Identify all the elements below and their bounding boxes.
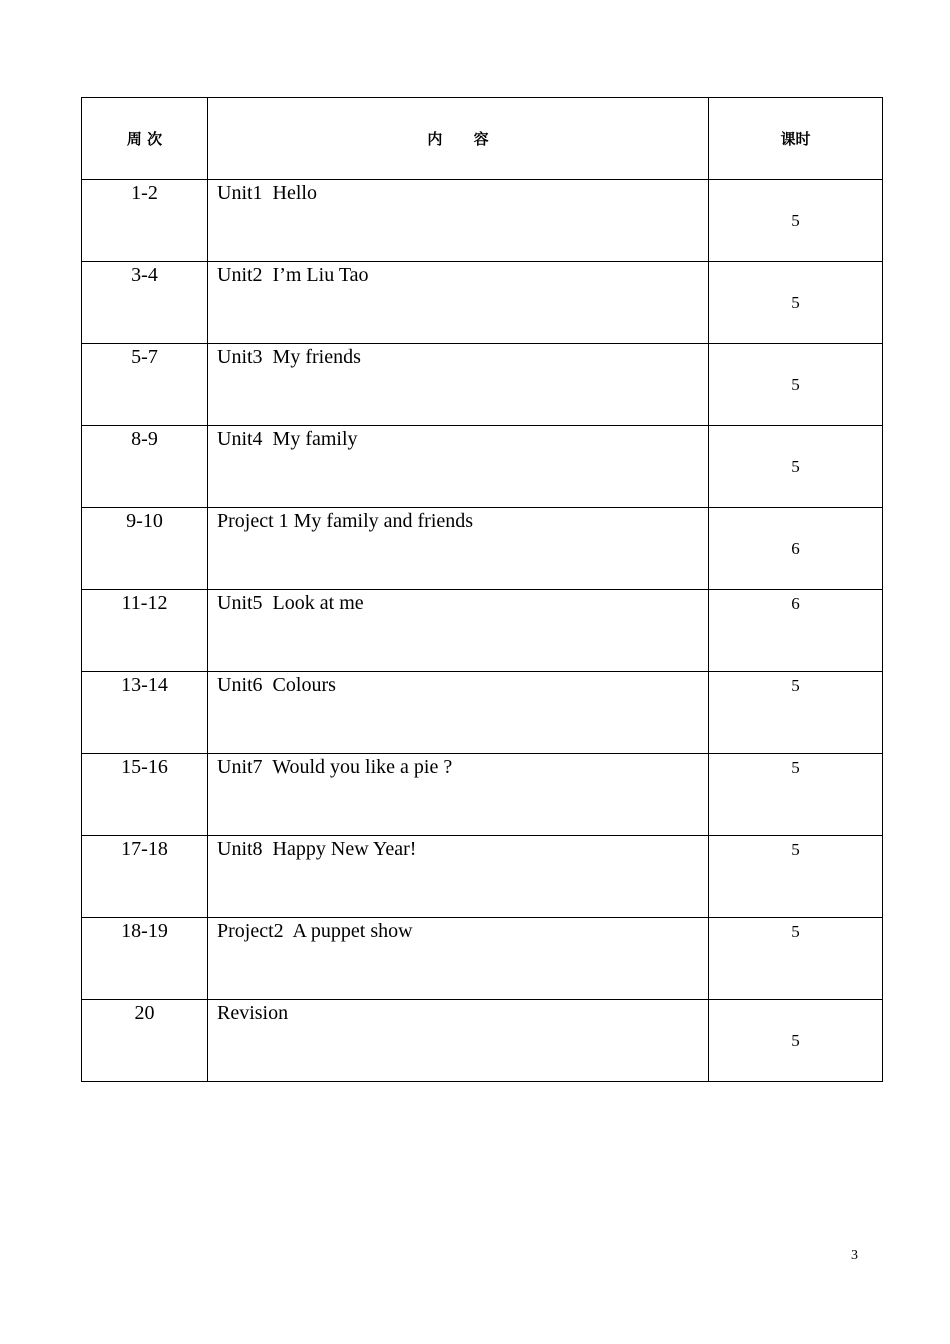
table-row <box>82 180 883 262</box>
hours-cell: 6 <box>709 508 883 590</box>
table-row <box>82 836 883 918</box>
content-cell: Unit1 Hello <box>208 180 709 262</box>
table-row <box>82 590 883 672</box>
week-cell: 11-12 <box>82 590 208 672</box>
header-hours: 课时 <box>709 98 883 180</box>
content-cell: Unit2 I’m Liu Tao <box>208 262 709 344</box>
hours-cell: 5 <box>709 836 883 918</box>
week-cell: 5-7 <box>82 344 208 426</box>
content-cell: Project 1 My family and friends <box>208 508 709 590</box>
table-row <box>82 508 883 590</box>
table-row <box>82 918 883 1000</box>
content-cell: Unit4 My family <box>208 426 709 508</box>
content-cell: Unit6 Colours <box>208 672 709 754</box>
week-cell: 1-2 <box>82 180 208 262</box>
table-row <box>82 426 883 508</box>
week-cell: 8-9 <box>82 426 208 508</box>
header-content: 内 容 <box>208 98 709 180</box>
schedule-body <box>82 180 883 1082</box>
hours-cell: 5 <box>709 754 883 836</box>
table-row <box>82 344 883 426</box>
week-cell: 13-14 <box>82 672 208 754</box>
header-row <box>82 98 883 180</box>
hours-cell: 5 <box>709 918 883 1000</box>
week-cell: 15-16 <box>82 754 208 836</box>
table-row <box>82 1000 883 1082</box>
week-cell: 9-10 <box>82 508 208 590</box>
content-cell: Unit7 Would you like a pie ? <box>208 754 709 836</box>
hours-cell: 5 <box>709 672 883 754</box>
table-row <box>82 672 883 754</box>
table-row <box>82 262 883 344</box>
content-cell: Revision <box>208 1000 709 1082</box>
week-cell: 18-19 <box>82 918 208 1000</box>
hours-cell: 5 <box>709 1000 883 1082</box>
hours-cell: 5 <box>709 262 883 344</box>
page-number: 3 <box>851 1248 858 1263</box>
week-cell: 3-4 <box>82 262 208 344</box>
content-cell: Project2 A puppet show <box>208 918 709 1000</box>
content-cell: Unit8 Happy New Year! <box>208 836 709 918</box>
hours-cell: 5 <box>709 180 883 262</box>
content-cell: Unit3 My friends <box>208 344 709 426</box>
table-row <box>82 754 883 836</box>
hours-cell: 5 <box>709 344 883 426</box>
hours-cell: 6 <box>709 590 883 672</box>
hours-cell: 5 <box>709 426 883 508</box>
content-cell: Unit5 Look at me <box>208 590 709 672</box>
schedule-table <box>81 97 883 1082</box>
week-cell: 17-18 <box>82 836 208 918</box>
week-cell: 20 <box>82 1000 208 1082</box>
header-week: 周 次 <box>82 98 208 180</box>
